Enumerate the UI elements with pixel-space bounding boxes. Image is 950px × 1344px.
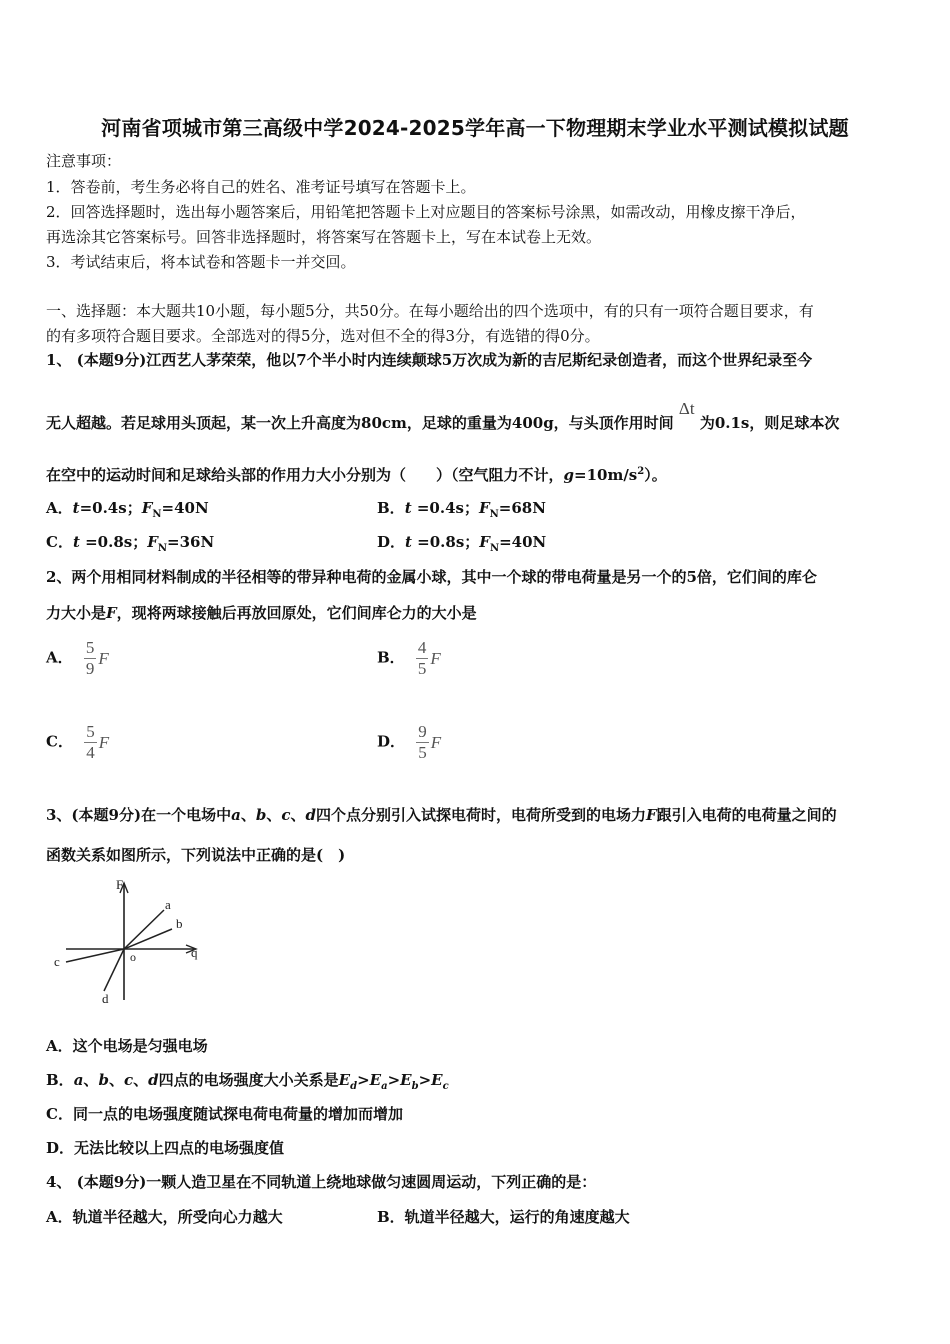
- line-d: [104, 949, 124, 991]
- q4-option-a[interactable]: A．轨道半径越大，所受向心力越大: [46, 1208, 283, 1226]
- point-a: a: [73, 1071, 84, 1089]
- numerator: 5: [85, 638, 95, 657]
- y-axis-label: F: [116, 877, 124, 892]
- line-c: [66, 949, 124, 962]
- gt-sign: >: [418, 1071, 432, 1089]
- option-label: D．: [377, 732, 406, 751]
- q3-stem-text: 四个点分别引入试探电荷时，电荷所受到的电场力: [316, 806, 647, 824]
- point-d: d: [148, 1071, 159, 1089]
- q3-stem-text: 跟引入电荷的电荷量之间的: [656, 806, 837, 824]
- q2-option-c[interactable]: [46, 722, 109, 763]
- q1-option-d[interactable]: [377, 532, 546, 559]
- section-instructions-line2: 的有多项符合题目要求。全部选对的得5分，选对但不全的得3分，有选错的得0分。: [46, 327, 600, 345]
- option-value: =40N: [499, 533, 547, 551]
- F-symbol: F: [479, 533, 490, 551]
- delta-t-symbol: Δt: [678, 399, 695, 418]
- q1-stem-text: =10m/s: [574, 466, 638, 484]
- F-symbol: F: [98, 732, 110, 752]
- E-symbol: E: [431, 1071, 443, 1089]
- q3-stem-line2: 函数关系如图所示，下列说法中正确的是( ): [46, 846, 346, 864]
- subscript-c: c: [442, 1081, 449, 1092]
- t-symbol: t: [405, 533, 412, 551]
- fraction: [84, 722, 97, 763]
- label-b: b: [176, 916, 183, 931]
- q3-option-d[interactable]: D．无法比较以上四点的电场强度值: [46, 1139, 285, 1157]
- t-symbol: t: [404, 499, 412, 517]
- option-label: D．: [377, 533, 406, 551]
- option-value: =0.4s；: [411, 499, 479, 517]
- separator: 、: [290, 806, 306, 824]
- superscript: 2: [637, 466, 645, 477]
- notice-item: 1．答卷前，考生务必将自己的姓名、准考证号填写在答题卡上。: [46, 178, 476, 196]
- separator: 、: [108, 1071, 124, 1089]
- g-symbol: g: [563, 466, 575, 484]
- F-symbol: F: [430, 732, 442, 752]
- option-value: =0.8s；: [79, 533, 148, 551]
- q3-option-a[interactable]: A．这个电场是匀强电场: [46, 1037, 208, 1055]
- label-c: c: [54, 954, 60, 969]
- gt-sign: >: [357, 1071, 370, 1089]
- q1-stem-text: 在空中的运动时间和足球给头部的作用力大小分别为（ ）（空气阻力不计，: [46, 466, 564, 484]
- notice-item: 3．考试结束后，将本试卷和答题卡一并交回。: [46, 253, 356, 271]
- option-value: =0.8s；: [411, 533, 480, 551]
- fraction: [416, 722, 429, 763]
- point-b: b: [98, 1071, 109, 1089]
- subscript: N: [157, 543, 168, 554]
- option-value: =36N: [167, 533, 215, 551]
- denominator: 9: [85, 659, 95, 678]
- option-value: =68N: [498, 499, 546, 517]
- point-c: c: [281, 806, 291, 824]
- option-text: 四点的电场强度大小关系是: [158, 1071, 339, 1089]
- subscript-d: d: [350, 1081, 358, 1092]
- q1-option-b[interactable]: [377, 498, 546, 525]
- option-label: C．: [46, 732, 73, 751]
- point-c: c: [123, 1071, 134, 1089]
- line-a: [124, 910, 164, 949]
- F-symbol: F: [147, 533, 158, 551]
- q2-stem-line1: 2、两个用相同材料制成的半径相等的带异种电荷的金属小球，其中一个球的带电荷量是另一个的5倍，它们间的库仑: [46, 568, 817, 586]
- t-symbol: t: [72, 533, 80, 551]
- option-label: B．: [46, 1071, 74, 1089]
- denominator: 4: [86, 743, 95, 762]
- subscript-b: b: [411, 1081, 419, 1092]
- point-b: b: [255, 806, 267, 824]
- subscript: N: [489, 509, 499, 520]
- q1-option-c[interactable]: [46, 532, 214, 559]
- denominator: 5: [418, 743, 427, 762]
- q2-stem-line2: [46, 603, 477, 623]
- separator: 、: [266, 806, 282, 824]
- q4-option-b[interactable]: B．轨道半径越大，运行的角速度越大: [377, 1208, 630, 1226]
- F-symbol: F: [106, 604, 117, 622]
- line-b: [124, 929, 172, 949]
- F-symbol: F: [141, 499, 153, 517]
- E-symbol: E: [338, 1071, 351, 1089]
- q1-stem-line1: 1、 (本题9分)江西艺人茅荣荣，他以7个半小时内连续颠球5万次成为新的吉尼斯纪录创造者，而这个世界纪录至今: [46, 351, 813, 369]
- fraction: [84, 638, 97, 679]
- numerator: 9: [418, 722, 427, 741]
- option-value: =40N: [161, 499, 209, 517]
- numerator: 5: [86, 722, 95, 741]
- label-d: d: [102, 991, 109, 1006]
- subscript: N: [489, 543, 500, 554]
- q3-stem-text: 3、(本题9分)在一个电场中: [46, 806, 232, 824]
- t-symbol: t: [72, 499, 80, 517]
- q2-stem-text: 力大小是: [46, 604, 107, 622]
- x-axis-label: q: [191, 945, 198, 960]
- option-label: B．: [377, 648, 405, 667]
- q2-stem-text: ，现将两球接触后再放回原处，它们间库仑力的大小是: [116, 604, 477, 622]
- separator: 、: [133, 1071, 149, 1089]
- notice-heading: 注意事项：: [46, 152, 122, 170]
- q1-stem-line2: [46, 399, 840, 433]
- F-symbol: F: [478, 499, 490, 517]
- option-label: C．: [46, 533, 73, 551]
- denominator: 5: [417, 659, 427, 678]
- q4-stem-line1: 4、 (本题9分)一颗人造卫星在不同轨道上绕地球做匀速圆周运动，下列正确的是：: [46, 1173, 597, 1191]
- F-symbol: F: [98, 648, 109, 668]
- option-value: =0.4s；: [79, 499, 142, 517]
- q1-option-a[interactable]: [46, 498, 209, 525]
- q2-option-d[interactable]: [377, 722, 441, 763]
- fraction: [416, 638, 429, 679]
- F-symbol: F: [646, 806, 657, 824]
- option-label: B．: [377, 499, 405, 517]
- F-symbol: F: [430, 648, 441, 668]
- gt-sign: >: [387, 1071, 401, 1089]
- E-symbol: E: [369, 1071, 382, 1089]
- notice-item: 2．回答选择题时，选出每小题答案后，用铅笔把答题卡上对应题目的答案标号涂黑，如需改动，用橡皮擦干净后，: [46, 203, 806, 221]
- q1-stem-text: 无人超越。若足球用头顶起，某一次上升高度为80cm，足球的重量为400g，与头顶作用时间: [46, 414, 674, 432]
- option-label: A．: [46, 499, 73, 517]
- q3-option-c[interactable]: C．同一点的电场强度随试探电荷电荷量的增加而增加: [46, 1105, 403, 1123]
- separator: 、: [240, 806, 256, 824]
- E-symbol: E: [400, 1071, 412, 1089]
- option-label: A．: [46, 648, 73, 667]
- origin-label: o: [130, 950, 136, 964]
- point-a: a: [231, 806, 241, 824]
- label-a: a: [165, 897, 171, 912]
- subscript-a: a: [381, 1081, 388, 1092]
- notice-item: 再选涂其它答案标号。回答非选择题时，将答案写在答题卡上，写在本试卷上无效。: [46, 228, 602, 246]
- numerator: 4: [417, 638, 427, 657]
- q3-stem-line1: [46, 805, 837, 825]
- subscript: N: [152, 509, 162, 520]
- q3-graph: [50, 873, 210, 1008]
- q2-option-a[interactable]: [46, 638, 109, 679]
- q1-stem-line3: [46, 462, 667, 485]
- separator: 、: [83, 1071, 99, 1089]
- q2-option-b[interactable]: [377, 638, 441, 679]
- point-d: d: [305, 806, 316, 824]
- section-instructions-line1: 一、选择题：本大题共10小题，每小题5分，共50分。在每小题给出的四个选项中，有的只有一项符合题目要求，有: [46, 302, 814, 320]
- q1-stem-text: 为0.1s，则足球本次: [699, 414, 840, 432]
- q3-option-b[interactable]: [46, 1070, 449, 1097]
- page-title: 河南省项城市第三高级中学2024-2025学年高一下物理期末学业水平测试模拟试题: [101, 116, 849, 140]
- q1-stem-text: ）。: [644, 466, 667, 484]
